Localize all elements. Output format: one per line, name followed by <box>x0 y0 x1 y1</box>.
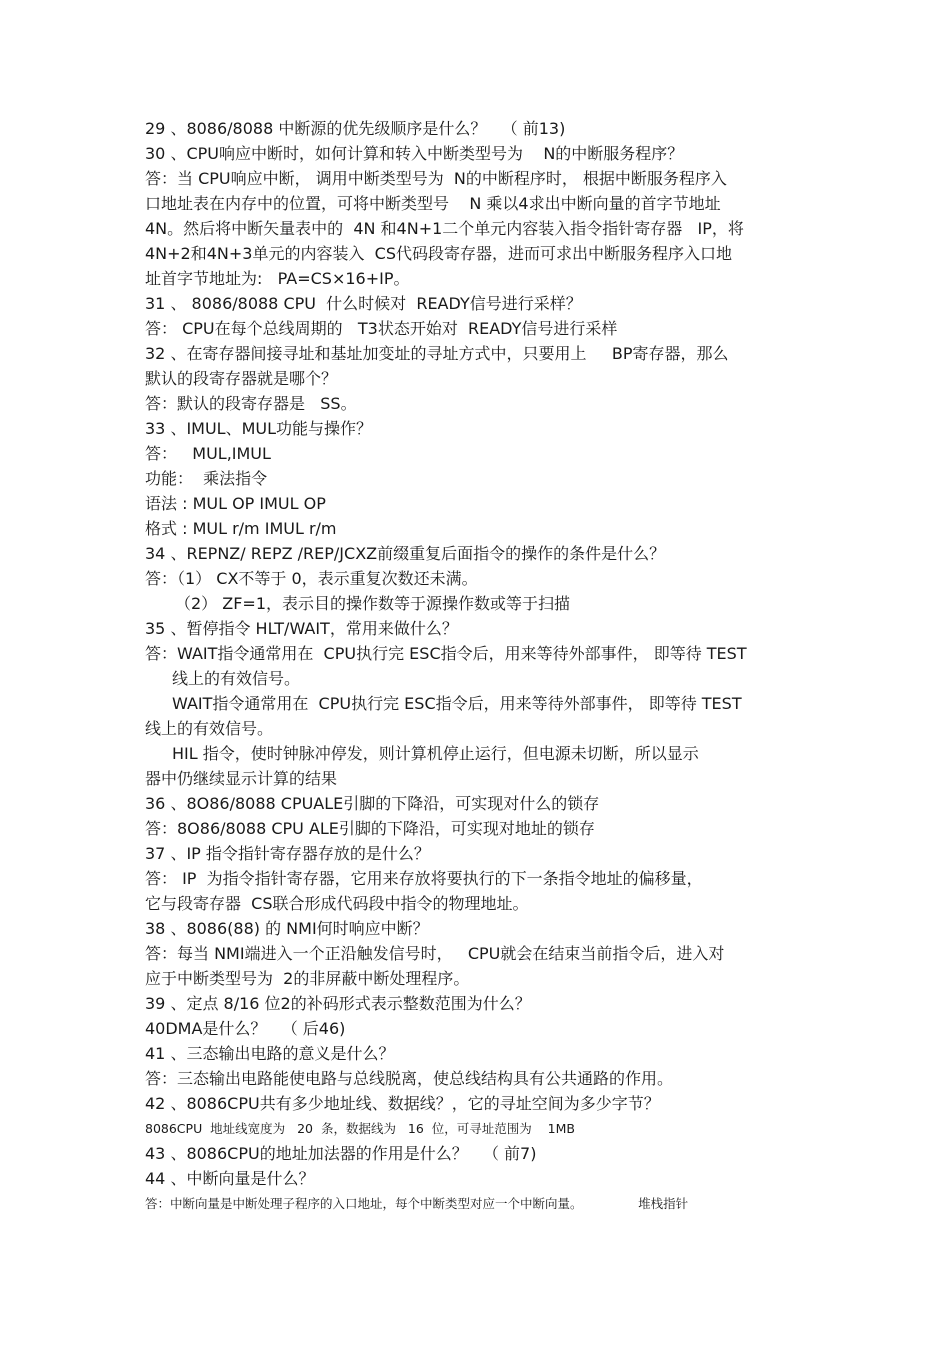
q41-line: 41 、三态输出电路的意义是什么？ <box>145 1044 395 1063</box>
a41-line: 答：三态输出电路能使电路与总线脱离，使总线结构具有公共通路的作用。 <box>145 1069 674 1088</box>
q32-line-2: 默认的段寄存器就是哪个？ <box>145 369 338 388</box>
a36-line: 答：8O86/8088 CPU ALE引脚的下降沿，可实现对地址的锁存 <box>145 819 595 838</box>
a38-line-1: 答：每当 NMI端进入一个正沿触发信号时， CPU就会在结束当前指令后，进入对 <box>145 944 725 963</box>
a33-line-3: 语法 : MUL OP IMUL OP <box>145 494 326 513</box>
a35-line-2: 线上的有效信号。 <box>172 669 301 688</box>
a34-line-2: （2） ZF=1，表示目的操作数等于源操作数或等于扫描 <box>175 594 571 613</box>
q30-line: 30 、CPU响应中断时，如何计算和转入中断类型号为 N的中断服务程序？ <box>145 144 684 163</box>
q44-line: 44 、中断向量是什么？ <box>145 1169 315 1188</box>
a44-line: 答：中断向量是中断处理子程序的入口地址，每个中断类型对应一个中断向量。 堆栈指针 <box>145 1196 689 1211</box>
a38-line-2: 应于中断类型号为 2的非屏蔽中断处理程序。 <box>145 969 470 988</box>
a37-line-1: 答： IP 为指令指针寄存器，它用来存放将要执行的下一条指令地址的偏移量， <box>145 869 703 888</box>
a33-line-1: 答： MUL,IMUL <box>145 444 271 463</box>
a30-line-1: 答：当 CPU响应中断， 调用中断类型号为 N的中断程序时， 根据中断服务程序入 <box>145 169 727 188</box>
a35-line-3: WAIT指令通常用在 CPU执行完 ESC指令后，用来等待外部事件， 即等待 TEST <box>172 694 742 713</box>
q39-line: 39 、定点 8/16 位2的补码形式表示整数范围为什么？ <box>145 994 531 1013</box>
a35-line-5: HIL 指令，使时钟脉冲停发，则计算机停止运行，但电源未切断，所以显示 <box>172 744 699 763</box>
a30-line-5: 址首字节地址为: PA=CS×16+IP。 <box>145 269 410 288</box>
a33-line-4: 格式 : MUL r/m IMUL r/m <box>145 519 337 538</box>
q33-line: 33 、IMUL、MUL功能与操作？ <box>145 419 373 438</box>
a35-line-6: 器中仍继续显示计算的结果 <box>145 769 338 788</box>
a33-line-2: 功能： 乘法指令 <box>145 469 268 488</box>
q35-line: 35 、暂停指令 HLT/WAIT，常用来做什么？ <box>145 619 458 638</box>
q31-line: 31 、 8086/8088 CPU 什么时候对 READY信号进行采样？ <box>145 294 582 313</box>
q42-line: 42 、8086CPU共有多少地址线、数据线？，它的寻址空间为多少字节？ <box>145 1094 660 1113</box>
a35-line-1: 答：WAIT指令通常用在 CPU执行完 ESC指令后，用来等待外部事件， 即等待 TEST <box>145 644 747 663</box>
a30-line-2: 口地址表在内存中的位置，可将中断类型号 N 乘以4求出中断向量的首字节地址 <box>145 194 721 213</box>
a32-line: 答：默认的段寄存器是 SS。 <box>145 394 357 413</box>
q37-line: 37 、IP 指令指针寄存器存放的是什么？ <box>145 844 430 863</box>
q36-line: 36 、8O86/8088 CPUALE引脚的下降沿，可实现对什么的锁存 <box>145 794 600 813</box>
a35-line-4: 线上的有效信号。 <box>145 719 274 738</box>
q32-line-1: 32 、在寄存器间接寻址和基址加变址的寻址方式中，只要用上 BP寄存器，那么 <box>145 344 729 363</box>
q34-line: 34 、REPNZ/ REPZ /REP/JCXZ前缀重复后面指令的操作的条件是什么？ <box>145 544 666 563</box>
q40-line: 40DMA是什么？ （ 后46) <box>145 1019 346 1038</box>
a31-line: 答： CPU在每个总线周期的 T3状态开始对 READY信号进行采样 <box>145 319 618 338</box>
q29-line: 29 、8086/8088 中断源的优先级顺序是什么？ （ 前13) <box>145 119 566 138</box>
a37-line-2: 它与段寄存器 CS联合形成代码段中指令的物理地址。 <box>145 894 529 913</box>
a34-line-1: 答：（1） CX不等于 0，表示重复次数还未满。 <box>145 569 478 588</box>
q43-line: 43 、8086CPU的地址加法器的作用是什么？ （ 前7) <box>145 1144 537 1163</box>
q38-line: 38 、8086(88) 的 NMI何时响应中断？ <box>145 919 429 938</box>
a30-line-3: 4N。然后将中断矢量表中的 4N 和4N+1二个单元内容装入指令指针寄存器 IP，将 <box>145 219 744 238</box>
a42-line: 8086CPU 地址线宽度为 20 条，数据线为 16 位，可寻址范围为 1MB <box>145 1121 575 1136</box>
a30-line-4: 4N+2和4N+3单元的内容装入 CS代码段寄存器，进而可求出中断服务程序入口地 <box>145 244 732 263</box>
